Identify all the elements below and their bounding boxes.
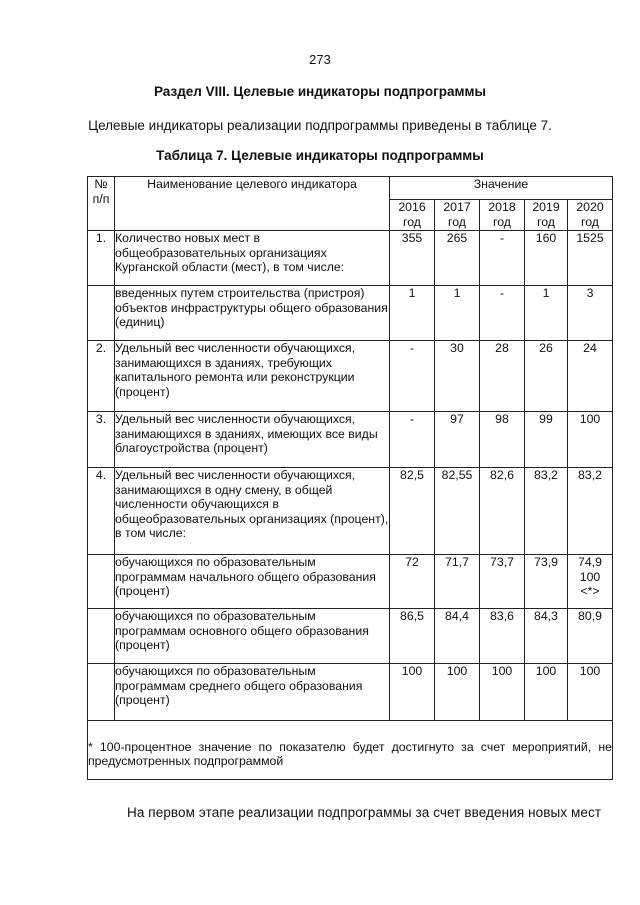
indicator-value: 73,9 (525, 555, 568, 609)
header-value: Значение (390, 177, 613, 200)
indicator-value: 1 (435, 286, 480, 341)
indicator-value: 1 (390, 286, 435, 341)
indicator-value: 100 (525, 664, 568, 721)
indicator-value: 83,2 (525, 468, 568, 555)
indicator-value: 83,6 (480, 609, 525, 664)
indicator-value: 1 (525, 286, 568, 341)
header-year: 2018 год (480, 200, 525, 231)
header-year: 2016 год (390, 200, 435, 231)
table-spacer-row (88, 721, 613, 740)
indicator-value: 30 (435, 341, 480, 412)
header-year: 2020 год (568, 200, 613, 231)
header-name: Наименование целевого индикатора (115, 177, 390, 231)
header-year: 2017 год (435, 200, 480, 231)
row-number: 3. (88, 412, 115, 468)
row-number (88, 664, 115, 721)
row-number: 4. (88, 468, 115, 555)
header-num: № п/п (88, 177, 115, 231)
row-number: 1. (88, 231, 115, 286)
indicator-value: 71,7 (435, 555, 480, 609)
indicator-value: 3 (568, 286, 613, 341)
indicator-value: 72 (390, 555, 435, 609)
indicator-value: 80,9 (568, 609, 613, 664)
indicator-value: 100 (568, 412, 613, 468)
indicator-value: 74,9 100 <*> (568, 555, 613, 609)
indicator-value: - (480, 231, 525, 286)
header-year: 2019 год (525, 200, 568, 231)
indicator-value: 83,2 (568, 468, 613, 555)
table-row (88, 231, 613, 286)
indicator-value: - (480, 286, 525, 341)
indicator-value: 97 (435, 412, 480, 468)
indicator-value: 26 (525, 341, 568, 412)
indicator-name: Количество новых мест в общеобразовательных организациях Курганской области (мест), в том числе: (115, 231, 390, 286)
indicators-table (87, 176, 613, 780)
row-number (88, 609, 115, 664)
table-row (88, 341, 613, 412)
indicator-value: 82,5 (390, 468, 435, 555)
body-paragraph: На первом этапе реализации подпрограммы за счет введения новых мест (127, 805, 602, 820)
spacer-cell (88, 721, 613, 740)
section-title: Раздел VIII. Целевые индикаторы подпрограммы (153, 84, 486, 99)
indicator-name: обучающихся по образовательным программам начального общего образования (процент) (115, 555, 390, 609)
indicator-value: - (390, 341, 435, 412)
indicator-value: 160 (525, 231, 568, 286)
indicator-value: 100 (480, 664, 525, 721)
table-row (88, 412, 613, 468)
intro-paragraph: Целевые индикаторы реализации подпрограммы приведены в таблице 7. (88, 118, 552, 133)
table-row (88, 555, 613, 609)
table-row (88, 468, 613, 555)
indicator-value: 355 (390, 231, 435, 286)
indicator-value: 82,6 (480, 468, 525, 555)
indicator-value: 82,55 (435, 468, 480, 555)
indicator-value: 265 (435, 231, 480, 286)
indicator-value: 24 (568, 341, 613, 412)
table-footnote-row (88, 740, 613, 780)
indicator-value: 100 (568, 664, 613, 721)
indicator-name: Удельный вес численности обучающихся, занимающихся в зданиях, имеющих все виды благоустройства (процент) (115, 412, 390, 468)
indicator-name: обучающихся по образовательным программам среднего общего образования (процент) (115, 664, 390, 721)
indicator-value: 1525 (568, 231, 613, 286)
table-row (88, 286, 613, 341)
footnote: * 100-процентное значение по показателю будет достигнуто за счет мероприятий, не предусмотренных подпрограммой (88, 740, 613, 780)
indicator-value: 73,7 (480, 555, 525, 609)
indicator-value: 99 (525, 412, 568, 468)
indicator-name: обучающихся по образовательным программам основного общего образования (процент) (115, 609, 390, 664)
indicator-name: введенных путем строительства (пристроя) объектов инфраструктуры общего образования (единиц) (115, 286, 390, 341)
table-row (88, 664, 613, 721)
indicator-name: Удельный вес численности обучающихся, занимающихся в зданиях, требующих капитального ремонта или реконструкции (процент) (115, 341, 390, 412)
table-title: Таблица 7. Целевые индикаторы подпрограммы (156, 148, 484, 163)
indicator-value: 98 (480, 412, 525, 468)
indicator-value: 100 (435, 664, 480, 721)
indicator-name: Удельный вес численности обучающихся, занимающихся в одну смену, в общей численности обучающихся в общеобразовательных организациях (процент), в том числе: (115, 468, 390, 555)
page-number: 273 (309, 52, 331, 67)
indicator-value: 84,4 (435, 609, 480, 664)
row-number (88, 555, 115, 609)
table-row (88, 609, 613, 664)
indicator-value: 100 (390, 664, 435, 721)
indicator-value: 86,5 (390, 609, 435, 664)
indicator-value: - (390, 412, 435, 468)
row-number: 2. (88, 341, 115, 412)
indicator-value: 28 (480, 341, 525, 412)
table-header-row (88, 177, 613, 200)
row-number (88, 286, 115, 341)
indicator-value: 84,3 (525, 609, 568, 664)
